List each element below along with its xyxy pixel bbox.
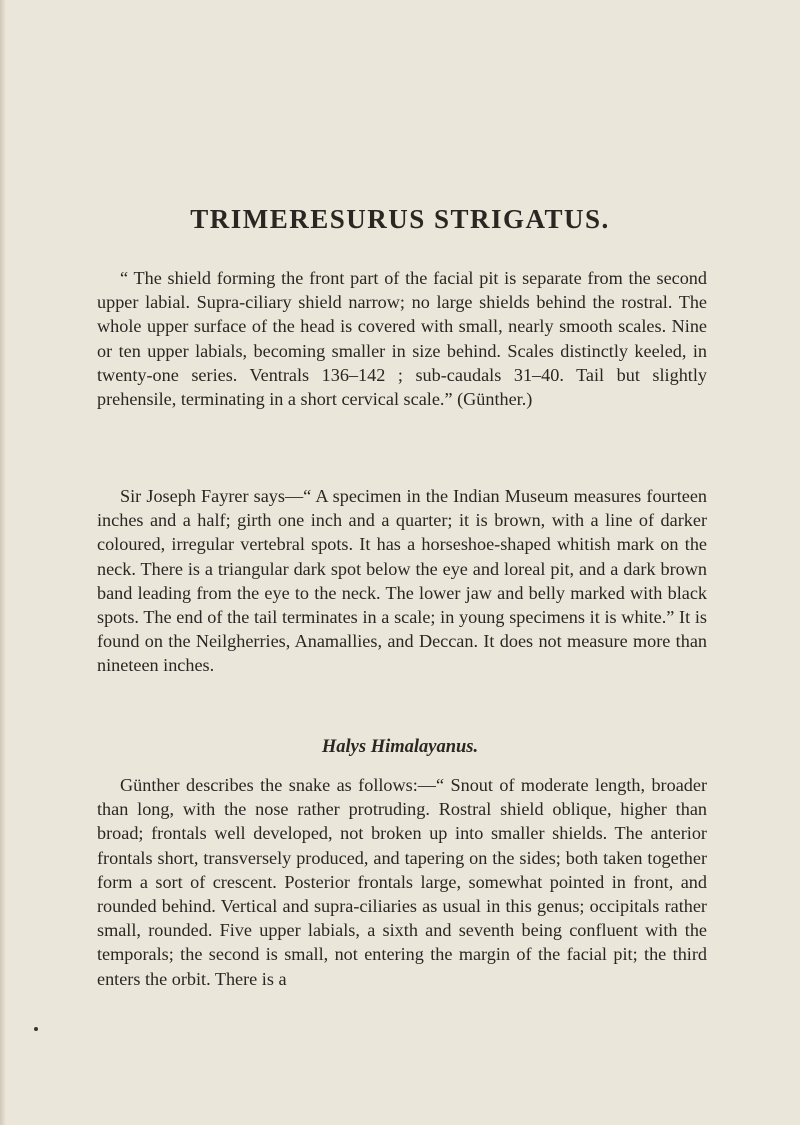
body-paragraph-2	[97, 484, 707, 678]
paragraph-text: Sir Joseph Fayrer says—“ A specimen in the Indian Museum measures fourteen inches and a half; girth one inch and a quarter; it is brown, with a line of darker coloured, irregular vertebral spots. It has a horseshoe-shaped whitish mark on the neck. There is a triangular dark spot below the eye and loreal pit, and a dark brown band leading from the eye to the neck. The lower jaw and belly marked with black spots. The end of the tail terminates in a scale; in young specimens it is white.” It is found on the Neilgherries, Anamallies, and Deccan. It does not measure more than nineteen inches.	[97, 486, 707, 676]
paragraph-text: “ The shield forming the front part of the facial pit is separate from the second upper labial. Supra-ciliary shield narrow; no large shields behind the rostral. The whole upper surface of the head is covered with small, nearly smooth scales. Nine or ten upper labials, becoming smaller in size behind. Scales distinctly keeled, in twenty-one series. Ventrals 136–142 ; sub-caudals 31–40. Tail but slightly prehensile, terminating in a short cervical scale.” (Günther.)	[97, 268, 707, 410]
species-subheading: Halys Himalayanus.	[321, 737, 479, 757]
body-paragraph-1	[97, 266, 707, 411]
page-title: TRIMERESURUS STRIGATUS.	[190, 204, 610, 234]
page-binding-edge	[0, 0, 6, 1125]
ink-speck	[34, 1027, 38, 1031]
body-paragraph-3	[97, 773, 707, 991]
paragraph-text: Günther describes the snake as follows:—“ Snout of moderate length, broader than long, with the nose rather protruding. Rostral shield oblique, higher than broad; frontals well developed, not broken up into smaller shields. The anterior frontals short, transversely produced, and tapering on the sides; both taken together form a sort of crescent. Posterior frontals large, somewhat pointed in front, and rounded behind. Vertical and supra-ciliaries as usual in this genus; occipitals rather small, rounded. Five upper labials, a sixth and seventh being confluent with the temporals; the second is small, not entering the margin of the facial pit; the third enters the orbit. There is a	[97, 775, 707, 989]
